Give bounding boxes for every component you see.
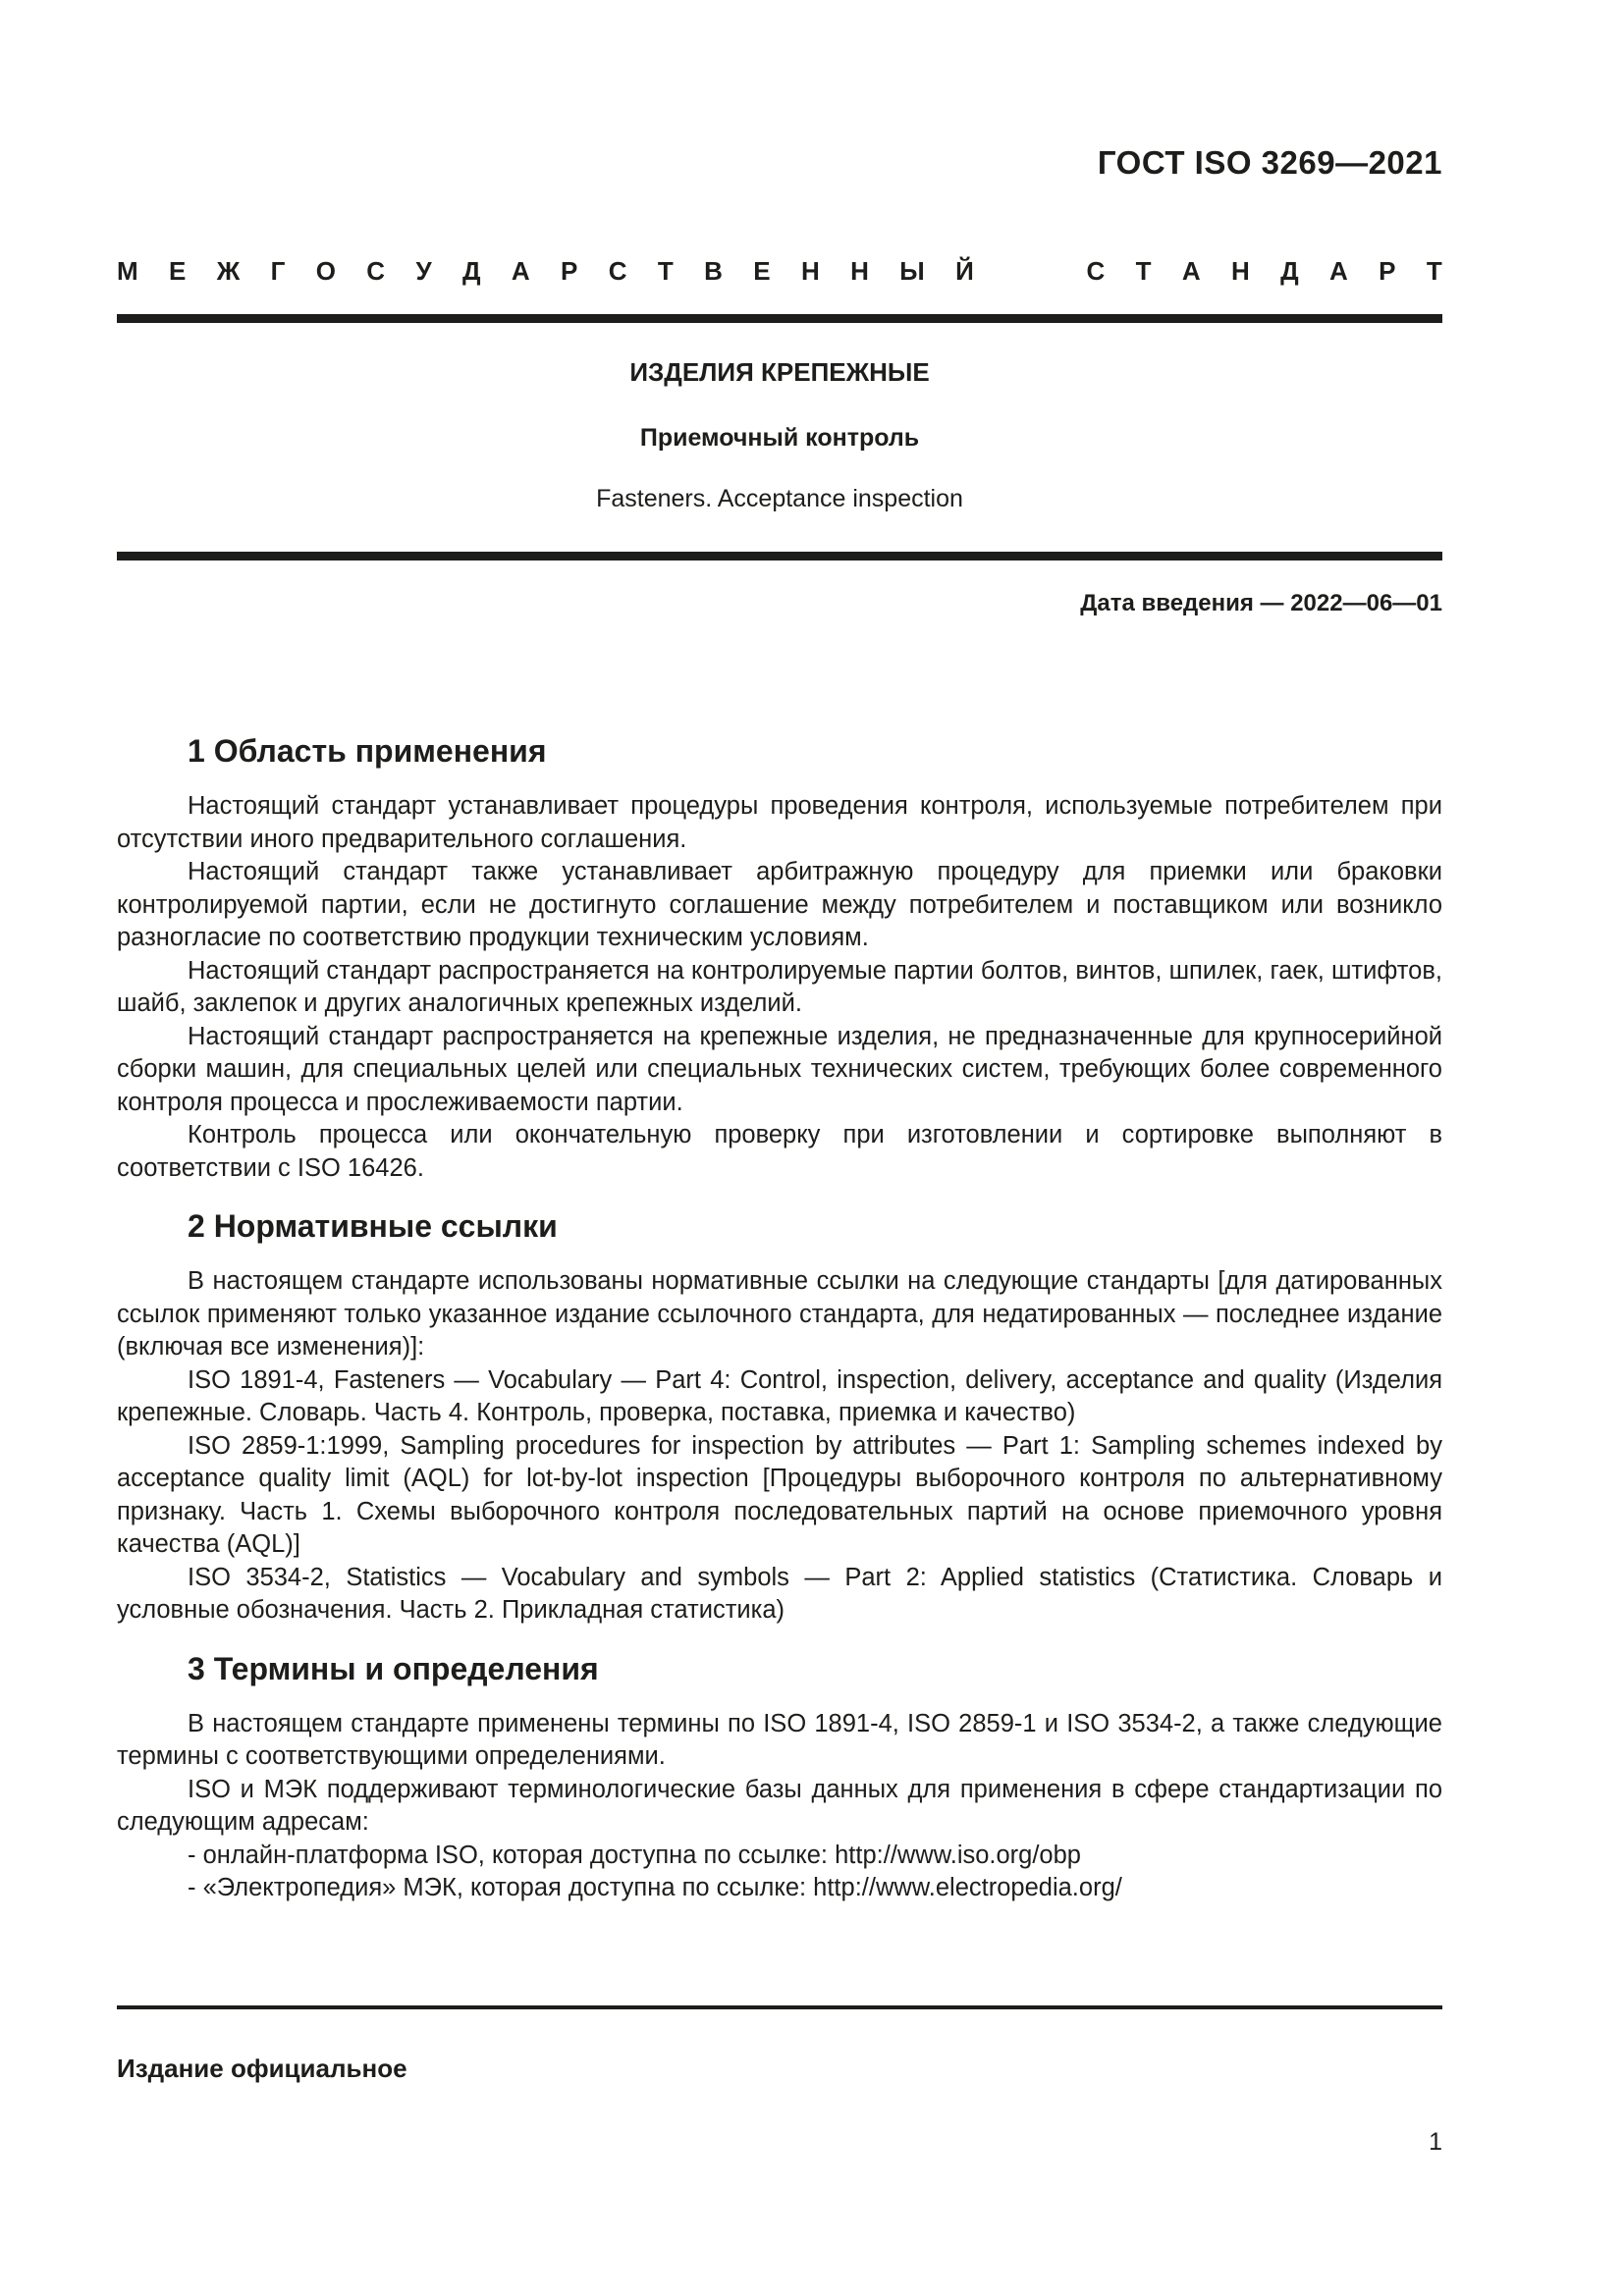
title-ru: ИЗДЕЛИЯ КРЕПЕЖНЫЕ bbox=[629, 357, 930, 387]
kind-letter: Р bbox=[561, 255, 578, 286]
list-item: - онлайн-платформа ISO, которая доступна по ссылке: http://www.iso.org/obp bbox=[188, 1841, 1081, 1869]
introduction-date: Дата введения — 2022—06—01 bbox=[1080, 590, 1442, 616]
header-rule bbox=[117, 314, 1442, 323]
section-normative-references bbox=[117, 1206, 1442, 1628]
section-scope bbox=[117, 731, 1442, 1185]
kind-letter: А bbox=[1329, 255, 1348, 286]
kind-letter: М bbox=[117, 255, 138, 286]
kind-letter: Н bbox=[850, 255, 869, 286]
kind-letter: С bbox=[608, 255, 627, 286]
paragraph: Контроль процесса или окончательную проверку при изготовлении и сортировке выполняют в соответствии с ISO 16426. bbox=[117, 1121, 1442, 1182]
standard-kind bbox=[117, 253, 1442, 289]
kind-letter: Д bbox=[461, 255, 481, 286]
kind-letter: В bbox=[704, 255, 723, 286]
kind-letter: Ы bbox=[899, 255, 925, 286]
reference-item: ISO 2859-1:1999, Sampling procedures for inspection by attributes — Part 1: Sampling schemes indexed by acceptance quality limit (AQL) for lot-by-lot inspection [Процедуры выборочного контроля по альтернативному признаку. Часть 1. Схемы выборочного контроля последовательных партий на основе приемочного уровня качества (AQL)] bbox=[117, 1431, 1442, 1558]
title-en: Fasteners. Acceptance inspection bbox=[596, 485, 963, 512]
kind-letter: Т bbox=[1135, 255, 1152, 286]
paragraph: В настоящем стандарте применены термины по ISO 1891-4, ISO 2859-1 и ISO 3534-2, а также следующие термины с соответствующими определениями. bbox=[117, 1709, 1442, 1770]
kind-letter: С bbox=[366, 255, 386, 286]
paragraph: ISO и МЭК поддерживают терминологические базы данных для применения в сфере стандартизации по следующим адресам: bbox=[117, 1775, 1442, 1836]
kind-letter: Г bbox=[270, 255, 286, 286]
paragraph: Настоящий стандарт распространяется на контролируемые партии болтов, винтов, шпилек, гаек, штифтов, шайб, заклепок и других аналогичных крепежных изделий. bbox=[117, 956, 1442, 1017]
reference-item: ISO 3534-2, Statistics — Vocabulary and symbols — Part 2: Applied statistics (Статистика. Словарь и условные обозначения. Часть 2. Прикладная статистика) bbox=[117, 1563, 1442, 1624]
kind-letter: Р bbox=[1379, 255, 1396, 286]
kind-letter: Ж bbox=[216, 255, 241, 286]
paragraph: Настоящий стандарт устанавливает процедуры проведения контроля, используемые потребителем при отсутствии иного предварительного соглашения. bbox=[117, 792, 1442, 853]
section-heading: 2 Нормативные ссылки bbox=[188, 1208, 558, 1244]
paragraph: Настоящий стандарт также устанавливает арбитражную процедуру для приемки или браковки контролируемой партии, если не достигнуто соглашение между потребителем и поставщиком или возникло разногласие по соответствию продукции техническим условиям. bbox=[117, 858, 1442, 951]
document-body bbox=[117, 731, 1442, 1927]
subtitle-ru: Приемочный контроль bbox=[639, 424, 920, 452]
page-number: 1 bbox=[1429, 2128, 1442, 2156]
kind-letter: Т bbox=[657, 255, 674, 286]
kind-letter: У bbox=[415, 255, 432, 286]
kind-letter: А bbox=[511, 255, 530, 286]
list-item: - «Электропедия» МЭК, которая доступна по ссылке: http://www.electropedia.org/ bbox=[188, 1874, 1122, 1901]
paragraph: В настоящем стандарте использованы нормативные ссылки на следующие стандарты [для датированных ссылок применяют только указанное издание ссылочного стандарта, для недатированных — последнее издание (включая все изменения)]: bbox=[117, 1267, 1442, 1361]
title-rule bbox=[117, 552, 1442, 561]
section-heading: 3 Термины и определения bbox=[188, 1650, 599, 1686]
kind-letter: С bbox=[1086, 255, 1106, 286]
kind-letter: Н bbox=[1231, 255, 1250, 286]
edition-label: Издание официальное bbox=[117, 2054, 407, 2083]
paragraph: Настоящий стандарт распространяется на крепежные изделия, не предназначенные для крупносерийной сборки машин, для специальных целей или специальных технических систем, требующих более современного контроля процесса и прослеживаемости партии. bbox=[117, 1022, 1442, 1116]
standard-code: ГОСТ ISO 3269—2021 bbox=[1097, 144, 1442, 181]
kind-letter: Е bbox=[169, 255, 187, 286]
section-terms bbox=[117, 1649, 1442, 1905]
section-heading: 1 Область применения bbox=[188, 733, 547, 769]
reference-item: ISO 1891-4, Fasteners — Vocabulary — Part 4: Control, inspection, delivery, acceptance and quality (Изделия крепежные. Словарь. Часть 4. Контроль, проверка, поставка, приемка и качество) bbox=[117, 1365, 1442, 1426]
kind-letter: О bbox=[315, 255, 336, 286]
kind-letter: Е bbox=[753, 255, 771, 286]
kind-letter: Й bbox=[955, 255, 974, 286]
kind-letter: А bbox=[1181, 255, 1201, 286]
kind-letter: Д bbox=[1280, 255, 1299, 286]
kind-letter: Н bbox=[800, 255, 820, 286]
kind-letter: Т bbox=[1426, 255, 1442, 286]
footer-rule bbox=[117, 2005, 1442, 2009]
